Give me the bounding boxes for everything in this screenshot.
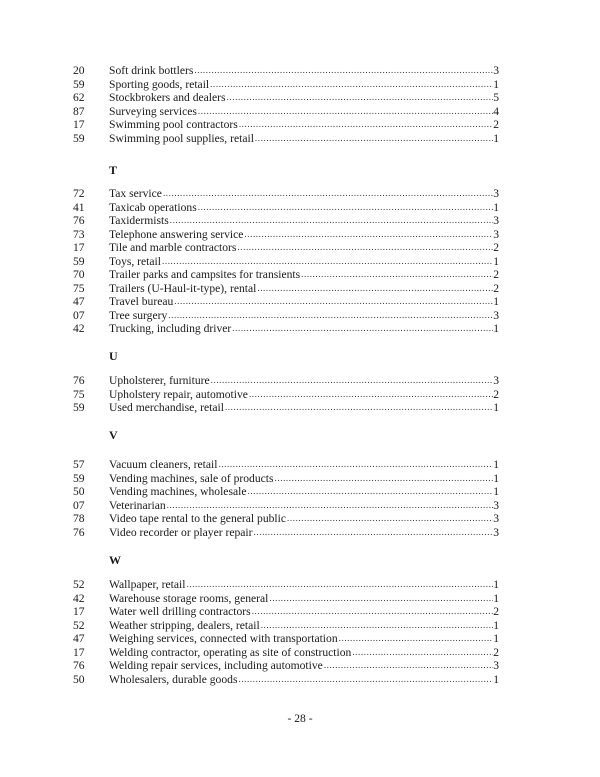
dot-leader [339, 632, 494, 646]
entry-code: 73 [73, 227, 85, 241]
entry-value: 3 [493, 187, 499, 200]
entry-code: 76 [73, 214, 85, 227]
entry-description: Trucking, including driver [109, 322, 232, 335]
entry-description: Video tape rental to the general public [109, 512, 287, 525]
entry-value: 1 [493, 401, 499, 414]
dot-leader [275, 472, 494, 486]
entry-description: Weather stripping, dealers, retail [109, 618, 260, 632]
entry-value: 3 [493, 498, 499, 512]
list-item [73, 485, 499, 499]
dot-leader [255, 132, 493, 146]
dot-leader [247, 485, 493, 499]
section-t [73, 187, 499, 336]
list-item [73, 201, 499, 215]
entry-description: Upholstery repair, automotive [109, 387, 248, 401]
entry-description: Taxicab operations [109, 200, 197, 214]
entry-value: 1 [493, 295, 499, 308]
dot-leader [301, 268, 493, 282]
entry-description: Welding repair services, including automotive [109, 659, 323, 672]
dot-leader [254, 526, 494, 540]
section-heading-t: T [109, 163, 118, 177]
entry-code: 17 [73, 241, 85, 254]
entry-description: Swimming pool supplies, retail [109, 131, 254, 145]
entry-code: 42 [73, 322, 85, 335]
entry-value: 2 [493, 118, 499, 131]
entry-description: Warehouse storage rooms, general [109, 591, 269, 605]
entry-code: 76 [73, 374, 85, 387]
entry-value: 1 [493, 200, 499, 214]
entry-code: 47 [73, 295, 85, 308]
entry-code: 76 [73, 659, 85, 672]
entry-value: 1 [493, 131, 499, 145]
entry-description: Vending machines, wholesale [109, 485, 247, 498]
dot-leader [194, 64, 493, 78]
dot-leader [198, 201, 493, 215]
entry-code: 41 [73, 200, 85, 214]
entry-code: 59 [73, 471, 85, 485]
entry-description: Water well drilling contractors [109, 605, 251, 618]
section-heading-u: U [109, 349, 118, 363]
list-item [73, 499, 499, 513]
dot-leader [162, 255, 493, 269]
dot-leader [244, 228, 493, 242]
list-item [73, 241, 499, 255]
dot-leader [238, 673, 493, 687]
entry-description: Toys, retail [109, 254, 161, 268]
entry-code: 59 [73, 254, 85, 268]
list-item [73, 374, 499, 388]
entry-description: Vending machines, sale of products [109, 471, 274, 485]
dot-leader [239, 118, 493, 132]
list-item [73, 632, 499, 646]
entry-code: 52 [73, 578, 85, 591]
entry-description: Surveying services [109, 104, 197, 118]
entry-code: 17 [73, 605, 85, 618]
dot-leader [218, 458, 493, 472]
dot-leader [237, 241, 493, 255]
list-item [73, 268, 499, 282]
dot-leader [261, 619, 494, 633]
list-item [73, 78, 499, 92]
entry-code: 75 [73, 281, 85, 295]
dot-leader [352, 646, 493, 660]
entry-description: Weighing services, connected with transportation [109, 632, 338, 645]
dot-leader [324, 659, 493, 673]
entry-value: 2 [493, 645, 499, 659]
entry-value: 5 [493, 91, 499, 104]
entry-code: 07 [73, 498, 85, 512]
entry-code: 42 [73, 591, 85, 605]
entry-description: Stockbrokers and dealers [109, 91, 226, 104]
dot-leader [187, 578, 494, 592]
entry-value: 1 [493, 458, 499, 471]
entry-value: 3 [493, 659, 499, 672]
entry-value: 1 [493, 77, 499, 91]
entry-value: 1 [493, 254, 499, 268]
list-item [73, 619, 499, 633]
dot-leader [249, 388, 493, 402]
list-item [73, 592, 499, 606]
entry-value: 1 [493, 591, 499, 605]
entry-code: 20 [73, 64, 85, 77]
entry-value: 1 [493, 471, 499, 485]
entry-description: Telephone answering service [109, 227, 244, 241]
entry-value: 3 [493, 64, 499, 77]
section-s [73, 64, 499, 145]
section-v [73, 458, 499, 539]
entry-value: 1 [493, 632, 499, 645]
entry-code: 17 [73, 645, 85, 659]
entry-value: 3 [493, 308, 499, 322]
dot-leader [225, 401, 493, 415]
list-item [73, 255, 499, 269]
entry-description: Vacuum cleaners, retail [109, 458, 218, 471]
entry-value: 3 [493, 374, 499, 387]
list-item [73, 309, 499, 323]
dot-leader [163, 187, 493, 201]
list-item [73, 214, 499, 228]
entry-description: Taxidermists [109, 214, 169, 227]
entry-value: 1 [493, 485, 499, 498]
entry-description: Used merchandise, retail [109, 401, 224, 414]
list-item [73, 388, 499, 402]
section-w [73, 578, 499, 686]
entry-description: Swimming pool contractors [109, 118, 238, 131]
dot-leader [174, 295, 493, 309]
entry-code: 87 [73, 104, 85, 118]
list-item [73, 187, 499, 201]
entry-description: Tree surgery [109, 308, 168, 322]
page-number: - 28 - [287, 712, 313, 725]
entry-value: 3 [493, 525, 499, 539]
entry-code: 47 [73, 632, 85, 645]
list-item [73, 512, 499, 526]
section-heading-v: V [109, 428, 118, 442]
entry-value: 3 [493, 227, 499, 241]
entry-code: 59 [73, 401, 85, 414]
dot-leader [167, 499, 494, 513]
entry-description: Welding contractor, operating as site of construction [109, 645, 352, 659]
dot-leader [252, 605, 494, 619]
dot-leader [211, 374, 494, 388]
list-item [73, 646, 499, 660]
entry-value: 3 [493, 214, 499, 227]
entry-description: Soft drink bottlers [109, 64, 194, 77]
entry-code: 57 [73, 458, 85, 471]
dot-leader [168, 309, 493, 323]
dot-leader [170, 214, 493, 228]
list-item [73, 91, 499, 105]
dot-leader [269, 592, 493, 606]
list-item [73, 64, 499, 78]
entry-description: Tax service [109, 187, 162, 200]
entry-value: 3 [493, 512, 499, 525]
entry-description: Video recorder or player repair [109, 525, 253, 539]
entry-code: 76 [73, 525, 85, 539]
list-item [73, 228, 499, 242]
dot-leader [232, 322, 493, 336]
list-item [73, 526, 499, 540]
entry-code: 59 [73, 77, 85, 91]
entry-code: 62 [73, 91, 85, 104]
entry-code: 75 [73, 387, 85, 401]
list-item [73, 578, 499, 592]
list-item [73, 401, 499, 415]
dot-leader [227, 91, 494, 105]
entry-value: 2 [493, 268, 499, 281]
entry-description: Travel bureau [109, 295, 174, 308]
entry-description: Trailers (U-Haul-it-type), rental [109, 281, 257, 295]
list-item [73, 322, 499, 336]
entry-code: 52 [73, 618, 85, 632]
list-item [73, 105, 499, 119]
entry-value: 1 [493, 578, 499, 591]
entry-code: 17 [73, 118, 85, 131]
section-heading-w: W [109, 553, 121, 567]
list-item [73, 659, 499, 673]
list-item [73, 282, 499, 296]
entry-code: 07 [73, 308, 85, 322]
list-item [73, 132, 499, 146]
entry-description: Tile and marble contractors [109, 241, 237, 254]
list-item [73, 605, 499, 619]
entry-value: 2 [493, 281, 499, 295]
entry-value: 2 [493, 605, 499, 618]
entry-code: 50 [73, 485, 85, 498]
list-item [73, 458, 499, 472]
dot-leader [210, 78, 493, 92]
entry-description: Upholsterer, furniture [109, 374, 210, 387]
entry-value: 1 [493, 322, 499, 335]
entry-description: Sporting goods, retail [109, 77, 210, 91]
entry-description: Trailer parks and campsites for transients [109, 268, 301, 281]
entry-value: 1 [493, 672, 499, 686]
entry-code: 50 [73, 672, 85, 686]
entry-code: 72 [73, 187, 85, 200]
list-item [73, 673, 499, 687]
entry-value: 1 [493, 618, 499, 632]
list-item [73, 118, 499, 132]
dot-leader [287, 512, 493, 526]
entry-value: 4 [493, 104, 499, 118]
entry-code: 59 [73, 131, 85, 145]
entry-value: 2 [493, 241, 499, 254]
list-item [73, 472, 499, 486]
entry-code: 70 [73, 268, 85, 281]
entry-description: Veterinarian [109, 498, 166, 512]
section-u [73, 374, 499, 415]
entry-value: 2 [493, 387, 499, 401]
entry-code: 78 [73, 512, 85, 525]
dot-leader [198, 105, 493, 119]
entry-description: Wholesalers, durable goods [109, 672, 238, 686]
list-item [73, 295, 499, 309]
entry-description: Wallpaper, retail [109, 578, 186, 591]
dot-leader [257, 282, 493, 296]
